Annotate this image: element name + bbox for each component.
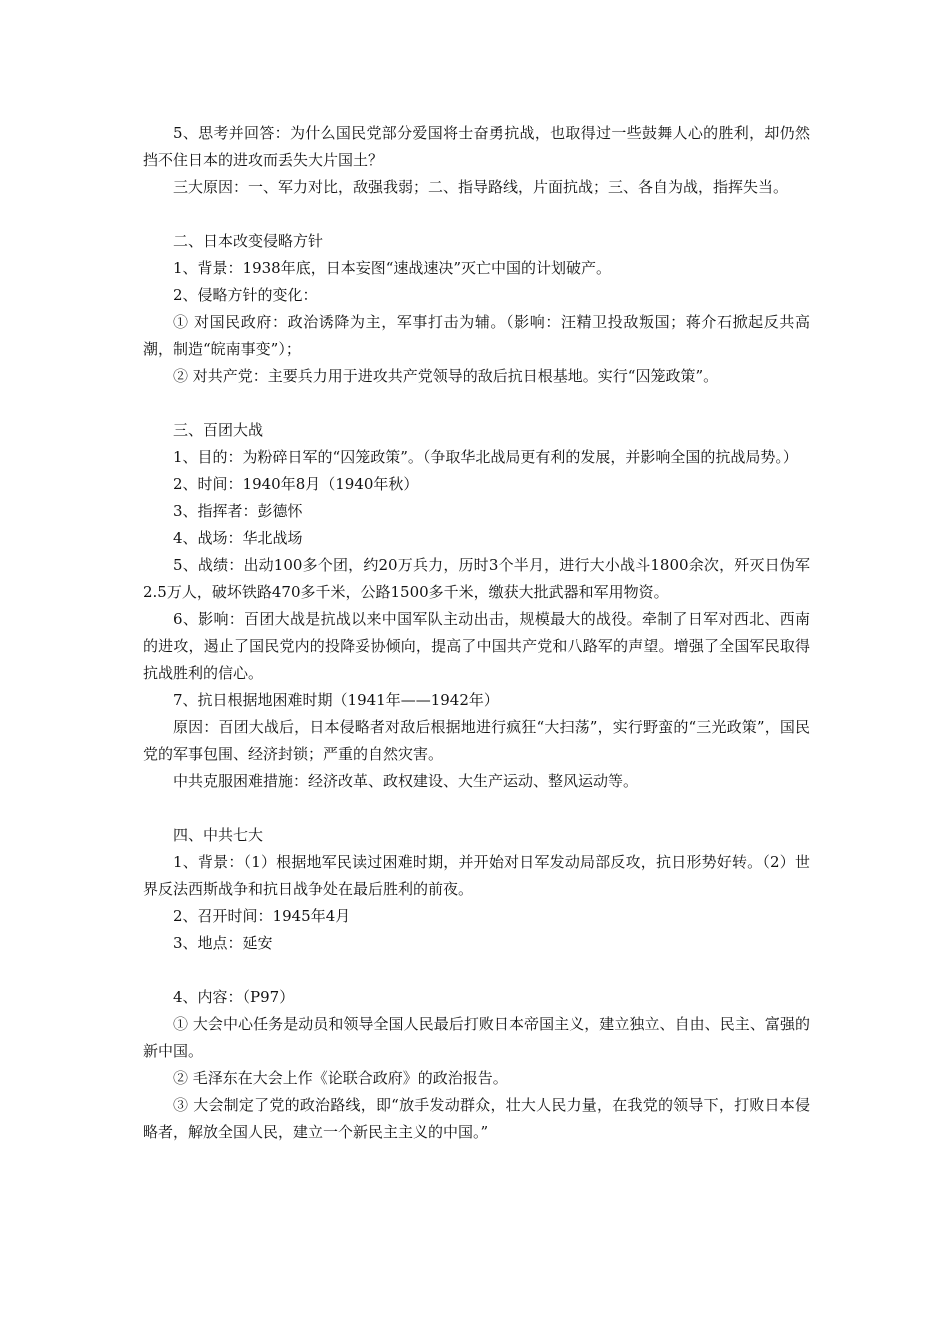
blank-line <box>143 957 810 984</box>
section-4-item-1: 1、背景：（1）根据地军民读过困难时期，并开始对日军发动局部反攻，抗日形势好转。（2）世界反法西斯战争和抗日战争处在最后胜利的前夜。 <box>143 853 810 898</box>
section-heading-4: 四、中共七大 <box>173 826 264 844</box>
section-3-item-5: 5、战绩：出动100多个团，约20万兵力，历时3个半月，进行大小战斗1800余次，歼灭日伪军2.5万人，破坏铁路470多千米，公路1500多千米，缴获大批武器和军用物资。 <box>143 556 810 601</box>
section-3-item-3: 3、指挥者：彭德怀 <box>173 502 303 520</box>
section-heading-2: 二、日本改变侵略方针 <box>173 232 324 250</box>
section-2-item-2: 2、侵略方针的变化： <box>173 286 318 304</box>
blank-line <box>143 390 810 417</box>
section-4-item-3: 3、地点：延安 <box>173 934 273 952</box>
section-4-subitem-2: ② 毛泽东在大会上作《论联合政府》的政治报告。 <box>173 1069 508 1087</box>
section-3-reason: 原因：百团大战后，日本侵略者对敌后根据地进行疯狂“大扫荡”，实行野蛮的“三光政策”，国民党的军事包围、经济封锁；严重的自然灾害。 <box>143 718 810 763</box>
section-2-subitem-2: ② 对共产党：主要兵力用于进攻共产党领导的敌后抗日根基地。实行“囚笼政策”。 <box>173 367 719 385</box>
three-reasons: 三大原因：一、军力对比，敌强我弱；二、指导路线，片面抗战；三、各自为战，指挥失当。 <box>173 178 789 196</box>
section-2-item-1: 1、背景：1938年底，日本妄图“速战速决”灭亡中国的计划破产。 <box>173 259 612 277</box>
question-5: 5、思考并回答：为什么国民党部分爱国将士奋勇抗战，也取得过一些鼓舞人心的胜利，却仍然挡不住日本的进攻而丢失大片国土？ <box>143 124 810 169</box>
section-3-item-1: 1、目的：为粉碎日军的“囚笼政策”。（争取华北战局更有利的发展，并影响全国的抗战局势。） <box>173 448 798 466</box>
section-4-item-4: 4、内容：（P97） <box>173 988 295 1006</box>
section-4-subitem-3: ③ 大会制定了党的政治路线，即“放手发动群众，壮大人民力量，在我党的领导下，打败日本侵略者，解放全国人民，建立一个新民主主义的中国。” <box>143 1096 810 1141</box>
section-3-measures: 中共克服困难措施：经济改革、政权建设、大生产运动、整风运动等。 <box>173 772 639 790</box>
section-3-item-2: 2、时间：1940年8月（1940年秋） <box>173 475 419 493</box>
section-3-item-7: 7、抗日根据地困难时期（1941年——1942年） <box>173 691 499 709</box>
section-2-subitem-1: ① 对国民政府：政治诱降为主，军事打击为辅。（影响：汪精卫投敌叛国；蒋介石掀起反共高潮，制造“皖南事变”）； <box>143 313 810 358</box>
blank-line <box>143 795 810 822</box>
section-3-item-6: 6、影响：百团大战是抗战以来中国军队主动出击，规模最大的战役。牵制了日军对西北、西南的进攻，遏止了国民党内的投降妥协倾向，提高了中国共产党和八路军的声望。增强了全国军民取得抗战胜利的信心。 <box>143 610 810 682</box>
section-3-item-4: 4、战场：华北战场 <box>173 529 303 547</box>
section-4-item-2: 2、召开时间：1945年4月 <box>173 907 351 925</box>
section-4-subitem-1: ① 大会中心任务是动员和领导全国人民最后打败日本帝国主义，建立独立、自由、民主、富强的新中国。 <box>143 1015 810 1060</box>
blank-line <box>143 201 810 228</box>
document-body <box>143 120 810 1146</box>
section-heading-3: 三、百团大战 <box>173 421 264 439</box>
